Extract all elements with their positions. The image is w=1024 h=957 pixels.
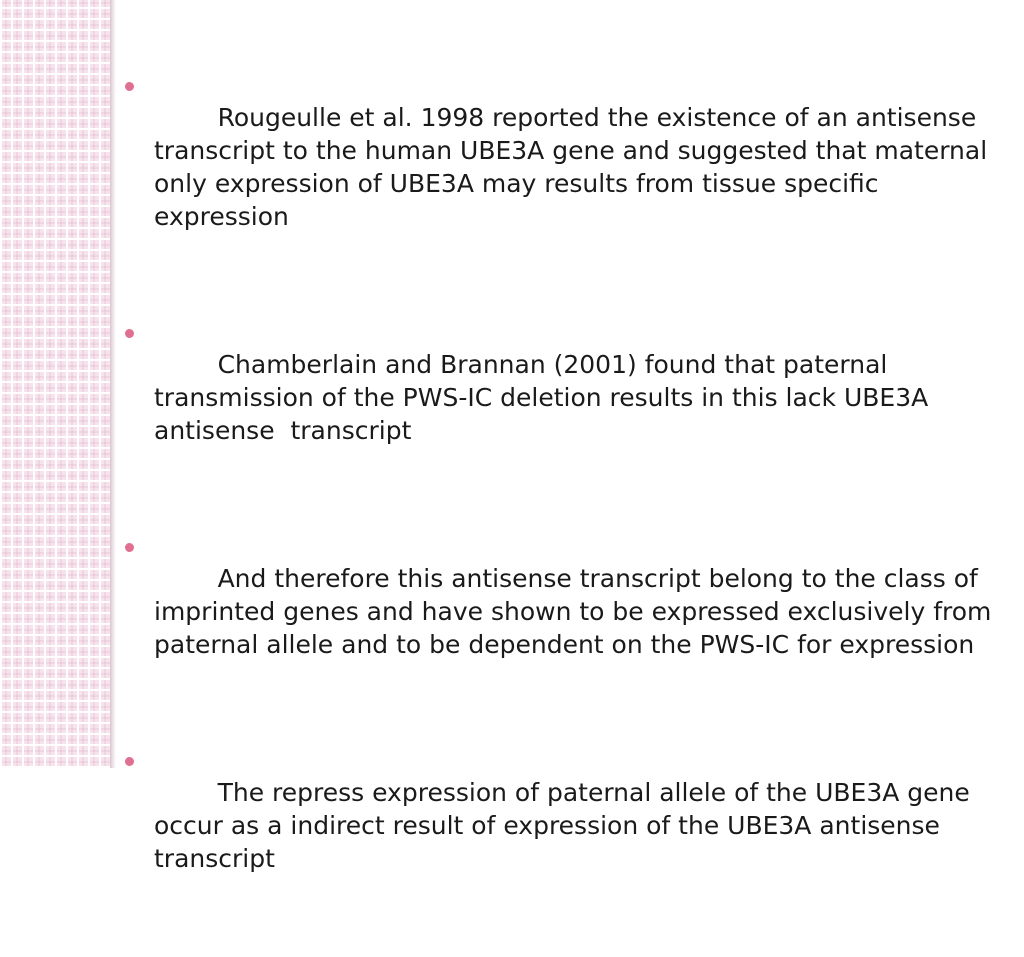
- bullet-list: [122, 68, 1002, 908]
- bullet-dot-icon: [125, 757, 134, 766]
- slide-content: [122, 68, 1002, 957]
- bullet-text: The repress expression of paternal allele of the UBE3A gene occur as a indirect result of expression of the UBE3A antisense transcript: [154, 778, 978, 873]
- decorative-grid-band: [0, 0, 110, 768]
- bullet-item: [122, 315, 1002, 480]
- bullet-item: [122, 529, 1002, 694]
- bullet-text: And therefore this antisense transcript belong to the class of imprinted genes and have shown to be expressed exclusively from paternal allele and to be dependent on the PWS-IC for expression: [154, 564, 1000, 659]
- bullet-item: [122, 68, 1002, 266]
- bullet-item: [122, 743, 1002, 908]
- bullet-text: Rougeulle et al. 1998 reported the existence of an antisense transcript to the human UBE3A gene and suggested that maternal only expression of UBE3A may results from tissue specific expression: [154, 103, 996, 231]
- bullet-dot-icon: [125, 329, 134, 338]
- bullet-dot-icon: [125, 82, 134, 91]
- band-shadow: [110, 0, 116, 768]
- bullet-text: Chamberlain and Brannan (2001) found that paternal transmission of the PWS-IC deletion results in this lack UBE3A antisense transcript: [154, 350, 945, 445]
- bullet-dot-icon: [125, 543, 134, 552]
